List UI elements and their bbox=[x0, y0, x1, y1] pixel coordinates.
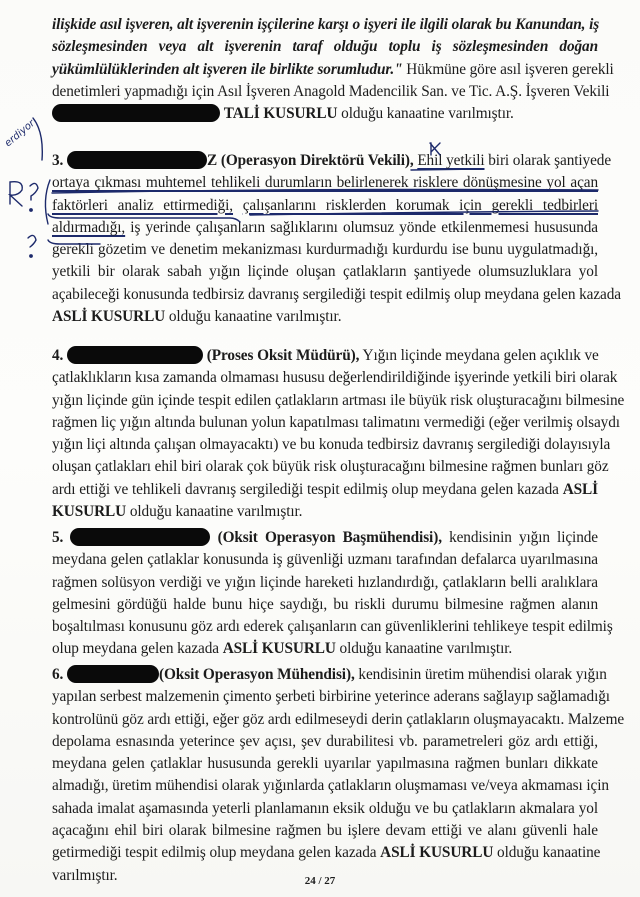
body-line: yığın liçi altında çalışan olmayacaktı) ve bu konuda tedbirsiz davranış sergilediği dolayısıyla bbox=[52, 436, 611, 454]
body-line-underlined: ortaya çıkması muhtemel tehlikeli durumların belirlenerek risklere dönüşmesine yol açan bbox=[52, 174, 598, 192]
margin-bracket-icon bbox=[33, 118, 42, 160]
item-header-line bbox=[52, 664, 607, 686]
verdict-label: ASLİ KUSURLU bbox=[222, 640, 336, 658]
body-line: almadığı, üretim mühendisi olarak yığınlarda çatlakların oluşmaması ve/veya akmaması için bbox=[52, 777, 609, 795]
verdict-label: ASLİ KUSURLU bbox=[380, 844, 494, 862]
item-header-line bbox=[52, 150, 612, 172]
item-role: (Oksit Operasyon Başmühendisi), bbox=[217, 529, 442, 546]
body-text: Yığın liçinde meydana gelen açıklık ve bbox=[359, 347, 599, 364]
body-line: yığın liçinde gün içinde tespit edilen çatlakların artması ile büyük risk oluşturacağını bilmesine bbox=[52, 391, 625, 409]
body-line: gelmesini gördüğü halde bunu hiçe saydığı, bu riskli durumu bilmesine rağmen alanın bbox=[52, 595, 598, 613]
item-role: (Operasyon Direktörü Vekili), bbox=[220, 152, 414, 169]
quote-line: ilişkide asıl işveren, alt işverenin işçilerine karşı o işyeri ile ilgili olarak bu Kanundan, iş bbox=[52, 16, 600, 33]
question-mark-icon bbox=[30, 183, 38, 200]
item-number: 4. bbox=[52, 347, 64, 364]
item-role: (Proses Oksit Müdürü), bbox=[206, 347, 360, 364]
body-line bbox=[52, 479, 598, 501]
verdict-line bbox=[52, 306, 598, 328]
body-line: oluşan çatlakları ehil biri olarak çok büyük risk oluşturacağını bilmesine rağmen bunları göz bbox=[52, 458, 609, 476]
body-line: çatlaklıkların kısa zamanda olmaması hususu değerlendirildiğinde işyerinde yetkili biri olarak bbox=[52, 369, 618, 387]
closing-text: olduğu kanaatine varılmıştır. bbox=[337, 105, 514, 123]
body-line: gerekli gözetim ve denetim mekanizması kurdurmadığı kurdurdu ise bunu uygulatmadığı, bbox=[52, 241, 598, 259]
question-mark-icon bbox=[28, 235, 36, 247]
body-text: kendisinin yığın liçinde bbox=[441, 529, 598, 546]
underlined-phrase: Ehil yetkili bbox=[417, 152, 485, 169]
body-line: kontrolünü göz ardı ettiği, eğer göz ardı edilmeseydi derin çatlakların oluşmayacaktı. Malzeme bbox=[52, 710, 625, 728]
body-line: açacağını ehil biri olarak bilmesine rağmen bu işlere devam ettiği ve alanı güvenli hale bbox=[52, 822, 598, 840]
body-line: sahada imalat aşamasında yeterli planlamanın eksik olduğu ve bu çatlakların akmalara yol bbox=[52, 799, 598, 817]
body-text: Hükmüne göre asıl işveren gerekli bbox=[402, 60, 614, 78]
body-line: depolama esnasında yeterince şev açısı, şev durabilitesi vb. parametreleri göz ardı ettiği, bbox=[52, 732, 598, 750]
body-line bbox=[52, 195, 598, 217]
body-line: denetimleri yapmadığı için Asıl İşveren Anagold Madencilik San. ve Tic. A.Ş. İşveren Vekili bbox=[52, 82, 610, 100]
underlined-text: aldırmadığı, bbox=[52, 218, 126, 236]
underlined-text: çalışanlarını risklerden korumak için gerekli tedbirleri bbox=[242, 196, 598, 214]
closing-line: varılmıştır. bbox=[52, 866, 118, 884]
underlined-text: faktörleri analiz ettirmediği, bbox=[52, 196, 234, 214]
body-text: olup meydana gelen kazada bbox=[52, 640, 223, 658]
item-number: 5. bbox=[52, 529, 64, 546]
verdict-line bbox=[52, 103, 598, 125]
verdict-label: KUSURLU bbox=[52, 503, 127, 521]
finding-item-5 bbox=[52, 527, 613, 661]
quote-text: yükümlülüklerinden alt işveren ile birlikte sorumludur." bbox=[52, 60, 403, 78]
verdict-line bbox=[52, 501, 598, 523]
body-line: boşaltılması konusunu göz ardı ederek çalışanların can güvenliklerini tehlikeye tespit edilmiş bbox=[52, 618, 613, 636]
item-header-line bbox=[52, 527, 598, 549]
item-role: (Oksit Operasyon Mühendisi), bbox=[159, 666, 355, 683]
body-line: meydana gelen çatlaklar konusunda iş güvenliği uzmanı tarafından defalarca uyarılmasına bbox=[52, 551, 598, 569]
body-line: açabileceği konusunda tedbirsiz davranış sergilediği tespit edilmiş olup meydana gelen kazada bbox=[52, 285, 621, 303]
redaction-block bbox=[70, 528, 210, 546]
verdict-line bbox=[52, 842, 601, 864]
quote-line-mixed bbox=[52, 59, 614, 81]
redacted-suffix: Z bbox=[207, 152, 218, 169]
verdict-line bbox=[52, 638, 598, 660]
page-number: 24 / 27 bbox=[304, 875, 336, 887]
body-line: yapılan serbest malzemenin çimento şerbeti birbirine yeterince aderans sağlayıp sağlamadığı bbox=[52, 688, 610, 706]
finding-item-6 bbox=[52, 664, 625, 887]
left-bracket-icon bbox=[45, 180, 50, 224]
redaction-block bbox=[52, 104, 220, 122]
verdict-label: TALİ KUSURLU bbox=[223, 105, 338, 123]
body-text: biri olarak şantiyede bbox=[484, 152, 612, 169]
verdict-label: ASLİ KUSURLU bbox=[52, 308, 166, 326]
redaction-block bbox=[67, 151, 207, 169]
item-number: 6. bbox=[52, 666, 64, 683]
body-text: ardı ettiği ve tehlikeli davranış sergilediği tespit edilmiş olup meydana gelen kazada bbox=[52, 480, 563, 498]
quote-line: sözleşmesinden veya alt işverenin taraf olduğu toplu iş sözleşmesinden doğan bbox=[52, 38, 598, 56]
closing-text: olduğu kanaatine bbox=[493, 844, 601, 862]
closing-text: olduğu kanaatine varılmıştır. bbox=[165, 308, 342, 326]
r-mark-icon bbox=[10, 182, 22, 206]
body-line: rağmen liç yığın altında bulunan yolun kapatılması talimatını vermediği (eğer verilmiş olsaydı bbox=[52, 413, 620, 431]
item-number: 3. bbox=[52, 152, 64, 169]
intro-paragraph bbox=[52, 14, 614, 125]
redaction-block bbox=[67, 665, 159, 683]
closing-text: olduğu kanaatine varılmıştır. bbox=[126, 503, 303, 521]
body-line bbox=[52, 217, 598, 239]
finding-item-3 bbox=[52, 150, 621, 328]
margin-handwriting: erdiyor bbox=[2, 117, 38, 150]
item-header-line bbox=[52, 345, 598, 367]
verdict-label: ASLİ bbox=[562, 480, 598, 498]
finding-item-4 bbox=[52, 345, 625, 523]
body-line: rağmen solüsyon verdiği ve yığın liçinde hareketi hızlandırdığı, çatlakların belli aralıklara bbox=[52, 573, 598, 591]
body-text: getirmediği tespit edilmiş olup meydana gelen kazada bbox=[52, 844, 381, 862]
body-text: iş yerinde çalışanların sağlıklarını olumsuz yönde etkilenmemesi hususunda bbox=[125, 218, 598, 236]
closing-text: olduğu kanaatine varılmıştır. bbox=[335, 640, 513, 658]
body-line: meydana gelen çatlaklar hususunda gerekli uyarılar yapılmasına rağmen bunları dikkate bbox=[52, 755, 598, 773]
redaction-block bbox=[67, 346, 203, 364]
body-text: kendisinin üretim mühendisi olarak yığın bbox=[354, 666, 607, 683]
body-line: yetkili bir olarak sabah yığın liçinde oluşan çatlakların şantiyede olumsuzluklara yol bbox=[52, 263, 598, 281]
